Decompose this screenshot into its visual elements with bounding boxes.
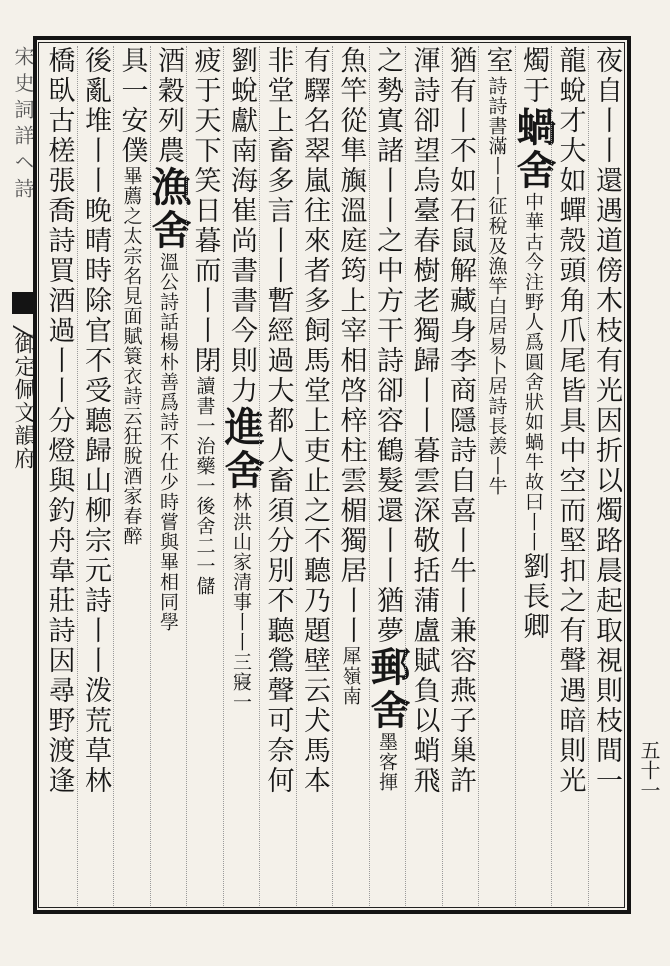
text-segment: 墨客揮	[376, 732, 398, 792]
column-divider	[186, 46, 187, 906]
headword: 郵舍	[364, 646, 411, 732]
column-divider	[442, 46, 443, 906]
column-divider	[332, 46, 333, 906]
text-column	[296, 46, 333, 906]
book-title: 御定佩文韻府	[11, 332, 36, 470]
column-divider	[515, 46, 516, 906]
column-divider	[551, 46, 552, 906]
text-column	[442, 46, 479, 906]
text-segment: 橋臥古槎張喬詩買酒過丨丨分燈與釣舟韋莊詩因尋野渡逢	[43, 46, 75, 796]
headword: 漁舍	[145, 166, 192, 252]
text-segment: 燭于	[518, 46, 549, 106]
headword: 蝸舍	[510, 106, 557, 192]
text-column	[405, 46, 442, 906]
text-segment: 具一安僕	[116, 46, 148, 166]
text-segment: 龍蛻才大如蟬殼頭角爪尾皆具中空而堅扣之有聲遇暗則光	[554, 46, 586, 796]
page-number: 五十一	[637, 740, 661, 800]
column-divider	[223, 46, 224, 906]
fishtail-marker	[12, 292, 34, 314]
column-divider	[369, 46, 370, 906]
text-segment: 林洪山家清事丨丨三寢一	[230, 492, 252, 712]
column-divider	[113, 46, 114, 906]
text-segment: 讀書一治藥一後舍二一儲	[193, 376, 216, 596]
text-segment: 詩詩書滿丨丨征稅及漁竿白居易卜居詩長羨丨牛	[485, 76, 508, 496]
column-divider	[77, 46, 78, 906]
text-segment: 室	[481, 46, 513, 76]
text-segment: 之勢寘諸丨丨之中方干詩卻容鶴髮還丨丨猶夢	[372, 46, 403, 646]
text-column	[218, 46, 265, 906]
text-column	[40, 46, 77, 906]
text-segment: 酒穀列農	[153, 46, 184, 166]
text-segment: 劉長卿	[518, 552, 549, 642]
text-segment: 疲于天下笑日暮而丨丨閉	[189, 46, 221, 376]
column-divider	[259, 46, 260, 906]
text-column	[113, 46, 150, 906]
text-segment: 非堂上畜多言丨丨暫經過大都人畜須分別不聽鶯聲可奈何	[262, 46, 294, 796]
text-column	[510, 46, 557, 906]
text-column	[77, 46, 114, 906]
text-segment: 猶有丨不如石鼠解藏身李商隱詩自喜丨牛丨兼容燕子巢許	[445, 46, 476, 796]
text-segment: 畢薦之太宗名見面賦簑衣詩云狂脫酒家春醉	[120, 166, 143, 546]
text-segment: 中華古今注野人爲圓舍狀如蝸牛故曰丨丨	[522, 192, 544, 552]
text-segment: 犀嶺南	[339, 646, 362, 706]
text-column	[364, 46, 411, 906]
text-segment: 渾詩卻望烏臺春樹老獨歸丨丨暮雲深敬括蒲盧賦負以蛸飛	[408, 46, 440, 796]
text-column	[478, 46, 515, 906]
column-divider	[150, 46, 151, 906]
text-column	[332, 46, 369, 906]
headword: 進舍	[218, 406, 265, 492]
text-column	[588, 46, 625, 906]
text-column	[145, 46, 192, 906]
text-segment: 劉蛻獻南海崔尚書書今則力	[226, 46, 257, 406]
text-segment: 夜自丨丨還遇道傍木枝有光因折以燭路晨起取視則枝間一	[591, 46, 622, 796]
text-body	[40, 46, 624, 906]
column-divider	[405, 46, 406, 906]
column-divider	[478, 46, 479, 906]
text-segment: 魚竿從隼旟溫庭筠上宰相啓梓柱雲楣獨居丨丨	[335, 46, 367, 646]
text-segment: 有驛名翠嵐往來者多飼馬堂上吏止之不聽乃題壁云犬馬本	[299, 46, 330, 796]
text-segment: 溫公詩話楊朴善爲詩不仕少時嘗與畢相同學	[157, 252, 179, 632]
margin-edge-text: 宋 史 詞 詳 ヘ 詩	[11, 46, 35, 198]
column-divider	[588, 46, 589, 906]
text-segment: 後亂堆丨丨晚晴時除官不受聽歸山柳宗元詩丨丨泼荒草林	[80, 46, 111, 796]
column-divider	[296, 46, 297, 906]
